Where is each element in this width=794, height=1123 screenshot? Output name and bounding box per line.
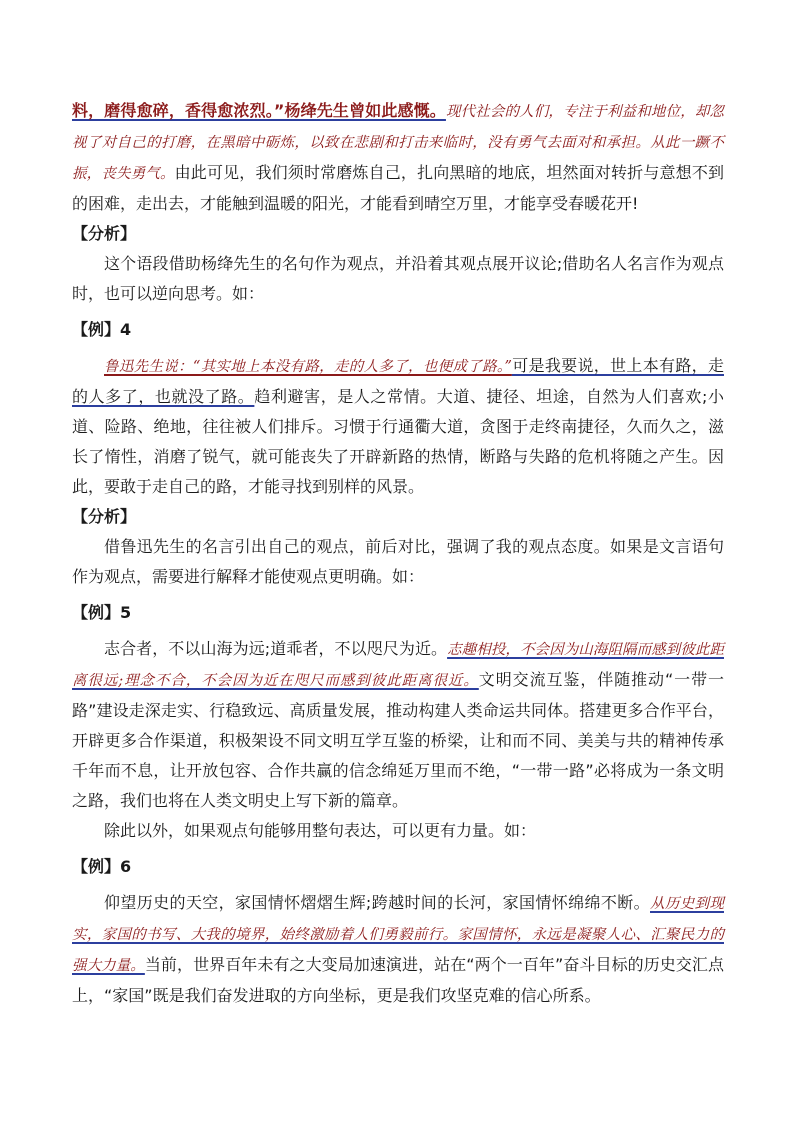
- quote-ending: 料，磨得愈碎，香得愈浓烈。”杨绛先生曾如此感慨。: [72, 101, 446, 120]
- analysis-text-1: 这个语段借助杨绛先生的名句作为观点，并沿着其观点展开议论;借助名人名言作为观点时，也可以逆向思考。如：: [72, 254, 724, 303]
- classical-explanation: 志趣相投，不会因为山海阻隔而感到彼此距离很远;理念不合，不会因为近在咫尺而感到彼此距离很近。: [72, 642, 724, 689]
- analysis-tag-2: 【分析】: [72, 507, 137, 526]
- example-tag-6: 【例】6: [72, 857, 132, 876]
- reverse-viewpoint: 可是我要说，世上本有路，走的人多了，也就没了路。: [72, 356, 724, 406]
- parallel-opening: 仰望历史的天空，家国情怀熠熠生辉;跨越时间的长河，家国情怀绵绵不断。: [104, 893, 651, 912]
- example-tag-5: 【例】5: [72, 603, 132, 622]
- example-tag-4: 【例】4: [72, 320, 132, 339]
- analysis-tag-1: 【分析】: [72, 224, 137, 243]
- example-5-paragraph: [72, 634, 724, 816]
- lu-xun-quote: 鲁迅先生说：“其实地上本没有路，走的人多了，也便成了路。”: [104, 359, 512, 375]
- example-6-paragraph: [72, 888, 724, 1011]
- analysis-text-2: 借鲁迅先生的名言引出自己的观点，前后对比，强调了我的观点态度。如果是文言语句作为观点，需要进行解释才能使观点更明确。如：: [72, 537, 724, 586]
- bridge-text: 除此以外，如果观点句能够用整句表达，可以更有力量。如：: [104, 821, 537, 840]
- example-4-paragraph: [72, 351, 724, 502]
- paragraph-yang-jiang-conclusion: [72, 96, 724, 219]
- parallel-viewpoint: 从历史到现实，家国的书写、大我的境界，始终激励着人们勇毅前行。家国情怀，永远是凝聚人心、汇聚民力的强大力量。: [72, 896, 724, 974]
- example-5-body: 文明交流互鉴，伴随推动“一带一路”建设走深走实、行稳致远、高质量发展，推动构建人类命运共同体。搭建更多合作平台，开辟更多合作渠道，积极架设不同文明互学互鉴的桥梁，让和而不同、美美与共的精神传承千年而不息，让开放包容、合作共赢的信念绵延万里而不绝，“一带一路”必将成为一条文明之路，我们也将在人类文明史上写下新的篇章。: [72, 670, 724, 810]
- handwritten-commentary: 现代社会的人们，专注于利益和地位，却忽视了对自己的打磨，在黑暗中砺炼，以致在悲剧和打击来临时，没有勇气去面对和承担。从此一蹶不振，丧失勇气。: [72, 104, 724, 182]
- example-6-body: 当前，世界百年未有之大变局加速演进，站在“两个一百年”奋斗目标的历史交汇点上，“家国”既是我们奋发进取的方向坐标，更是我们攻坚克难的信心所系。: [72, 955, 724, 1005]
- document-page: [72, 96, 724, 1011]
- example-4-body: 趋利避害，是人之常情。大道、捷径、坦途，自然为人们喜欢;小道、险路、绝地，往往被人们排斥。习惯于行通衢大道，贪图于走终南捷径，久而久之，滋长了惰性，消磨了锐气，就可能丧失了开辟新路的热情，断路与失路的危机将随之产生。因此，要敢于走自己的路，才能寻找到别样的风景。: [72, 387, 724, 496]
- classical-quote: 志合者，不以山海为远;道乖者，不以咫尺为近。: [104, 639, 448, 658]
- conclusion-text: 由此可见，我们须时常磨炼自己，扎向黑暗的地底，坦然面对转折与意想不到的困难，走出去，才能触到温暖的阳光，才能看到晴空万里，才能享受春暖花开!: [72, 163, 724, 213]
